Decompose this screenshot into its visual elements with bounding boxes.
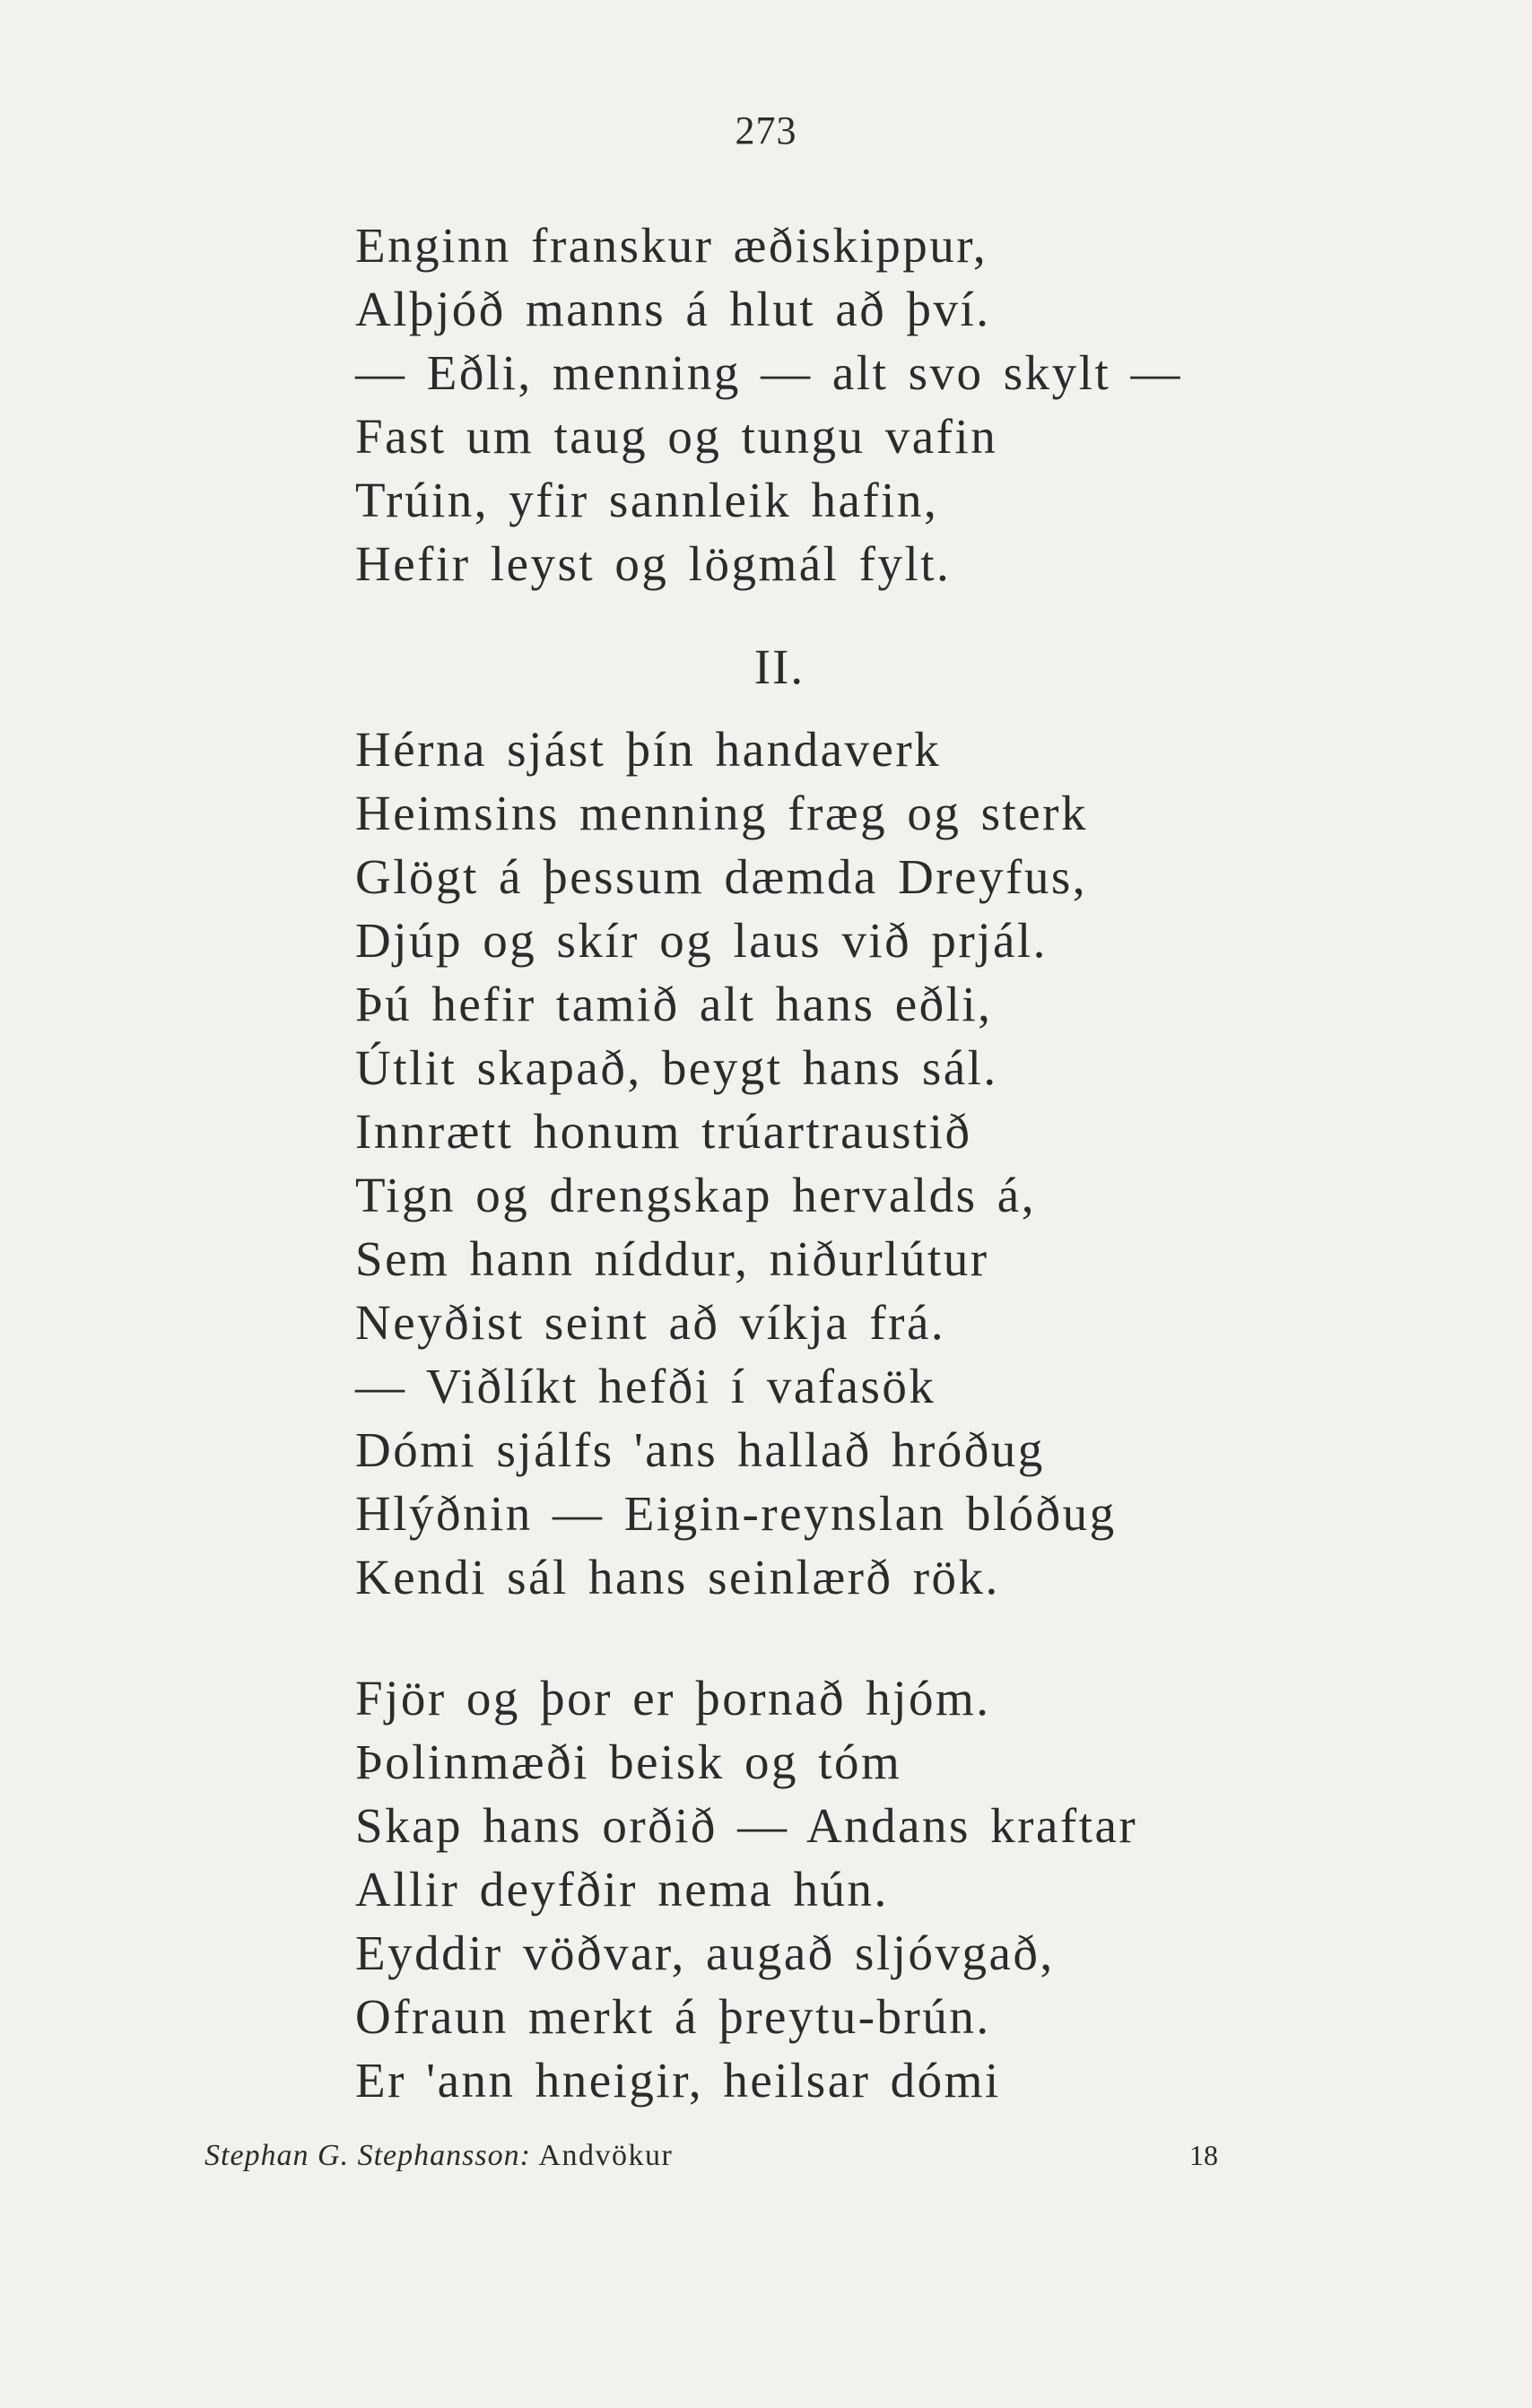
verse-line: Dómi sjálfs 'ans hallað hróðug [355,1422,1045,1477]
verse-line: Hérna sjást þín handaverk [355,722,942,777]
page-number: 273 [735,109,797,152]
verse-line: — Viðlíkt hefði í vafasök [355,1359,936,1413]
verse-line: Ofraun merkt á þreytu-brún. [355,1989,991,2044]
verse-line: Hlýðnin — Eigin-reynslan blóðug [355,1486,1117,1541]
verse-line: — Eðli, menning — alt svo skylt — [355,345,1182,400]
verse-line: Kendi sál hans seinlærð rök. [355,1550,1000,1604]
verse-line: Tign og drengskap hervalds á, [355,1168,1036,1222]
verse-line: Djúp og skír og laus við prjál. [355,913,1048,968]
verse-line: Útlit skapað, beygt hans sál. [355,1040,998,1095]
stanza-3 [355,1666,1252,2112]
stanza-1 [355,213,1252,595]
verse-line: Skap hans orðið — Andans kraftar [355,1798,1138,1853]
verse-line: Er 'ann hneigir, heilsar dómi [355,2053,1001,2108]
footer-work: Andvökur [538,2139,674,2172]
verse-line: Enginn franskur æðiskippur, [355,218,988,273]
verse-line: Fast um taug og tungu vafin [355,409,998,464]
verse-line: Fjör og þor er þornað hjóm. [355,1671,991,1726]
verse-line: Allir deyfðir nema hún. [355,1862,889,1917]
verse-line: Heimsins menning fræg og sterk [355,786,1088,840]
verse-line: Hefir leyst og lögmál fylt. [355,536,952,591]
verse-line: Sem hann níddur, niðurlútur [355,1231,989,1286]
stanza-2 [355,717,1252,1609]
verse-line: Innrætt honum trúartraustið [355,1104,972,1159]
verse-line: Eyddir vöðvar, augað sljóvgað, [355,1926,1055,1980]
page-footer [205,2139,1218,2173]
verse-line: Þú hefir tamið alt hans eðli, [355,977,993,1031]
section-heading: II. [753,639,805,694]
verse-line: Neyðist seint að víkja frá. [355,1295,946,1350]
footer-source [205,2139,673,2173]
verse-line: Glögt á þessum dæmda Dreyfus, [355,849,1087,904]
signature-mark: 18 [1189,2139,1218,2171]
verse-line: Þolinmæði beisk og tóm [355,1734,902,1789]
footer-author: Stephan G. Stephansson: [205,2139,531,2172]
verse-line: Alþjóð manns á hlut að því. [355,282,991,336]
verse-line: Trúin, yfir sannleik hafin, [355,473,939,527]
